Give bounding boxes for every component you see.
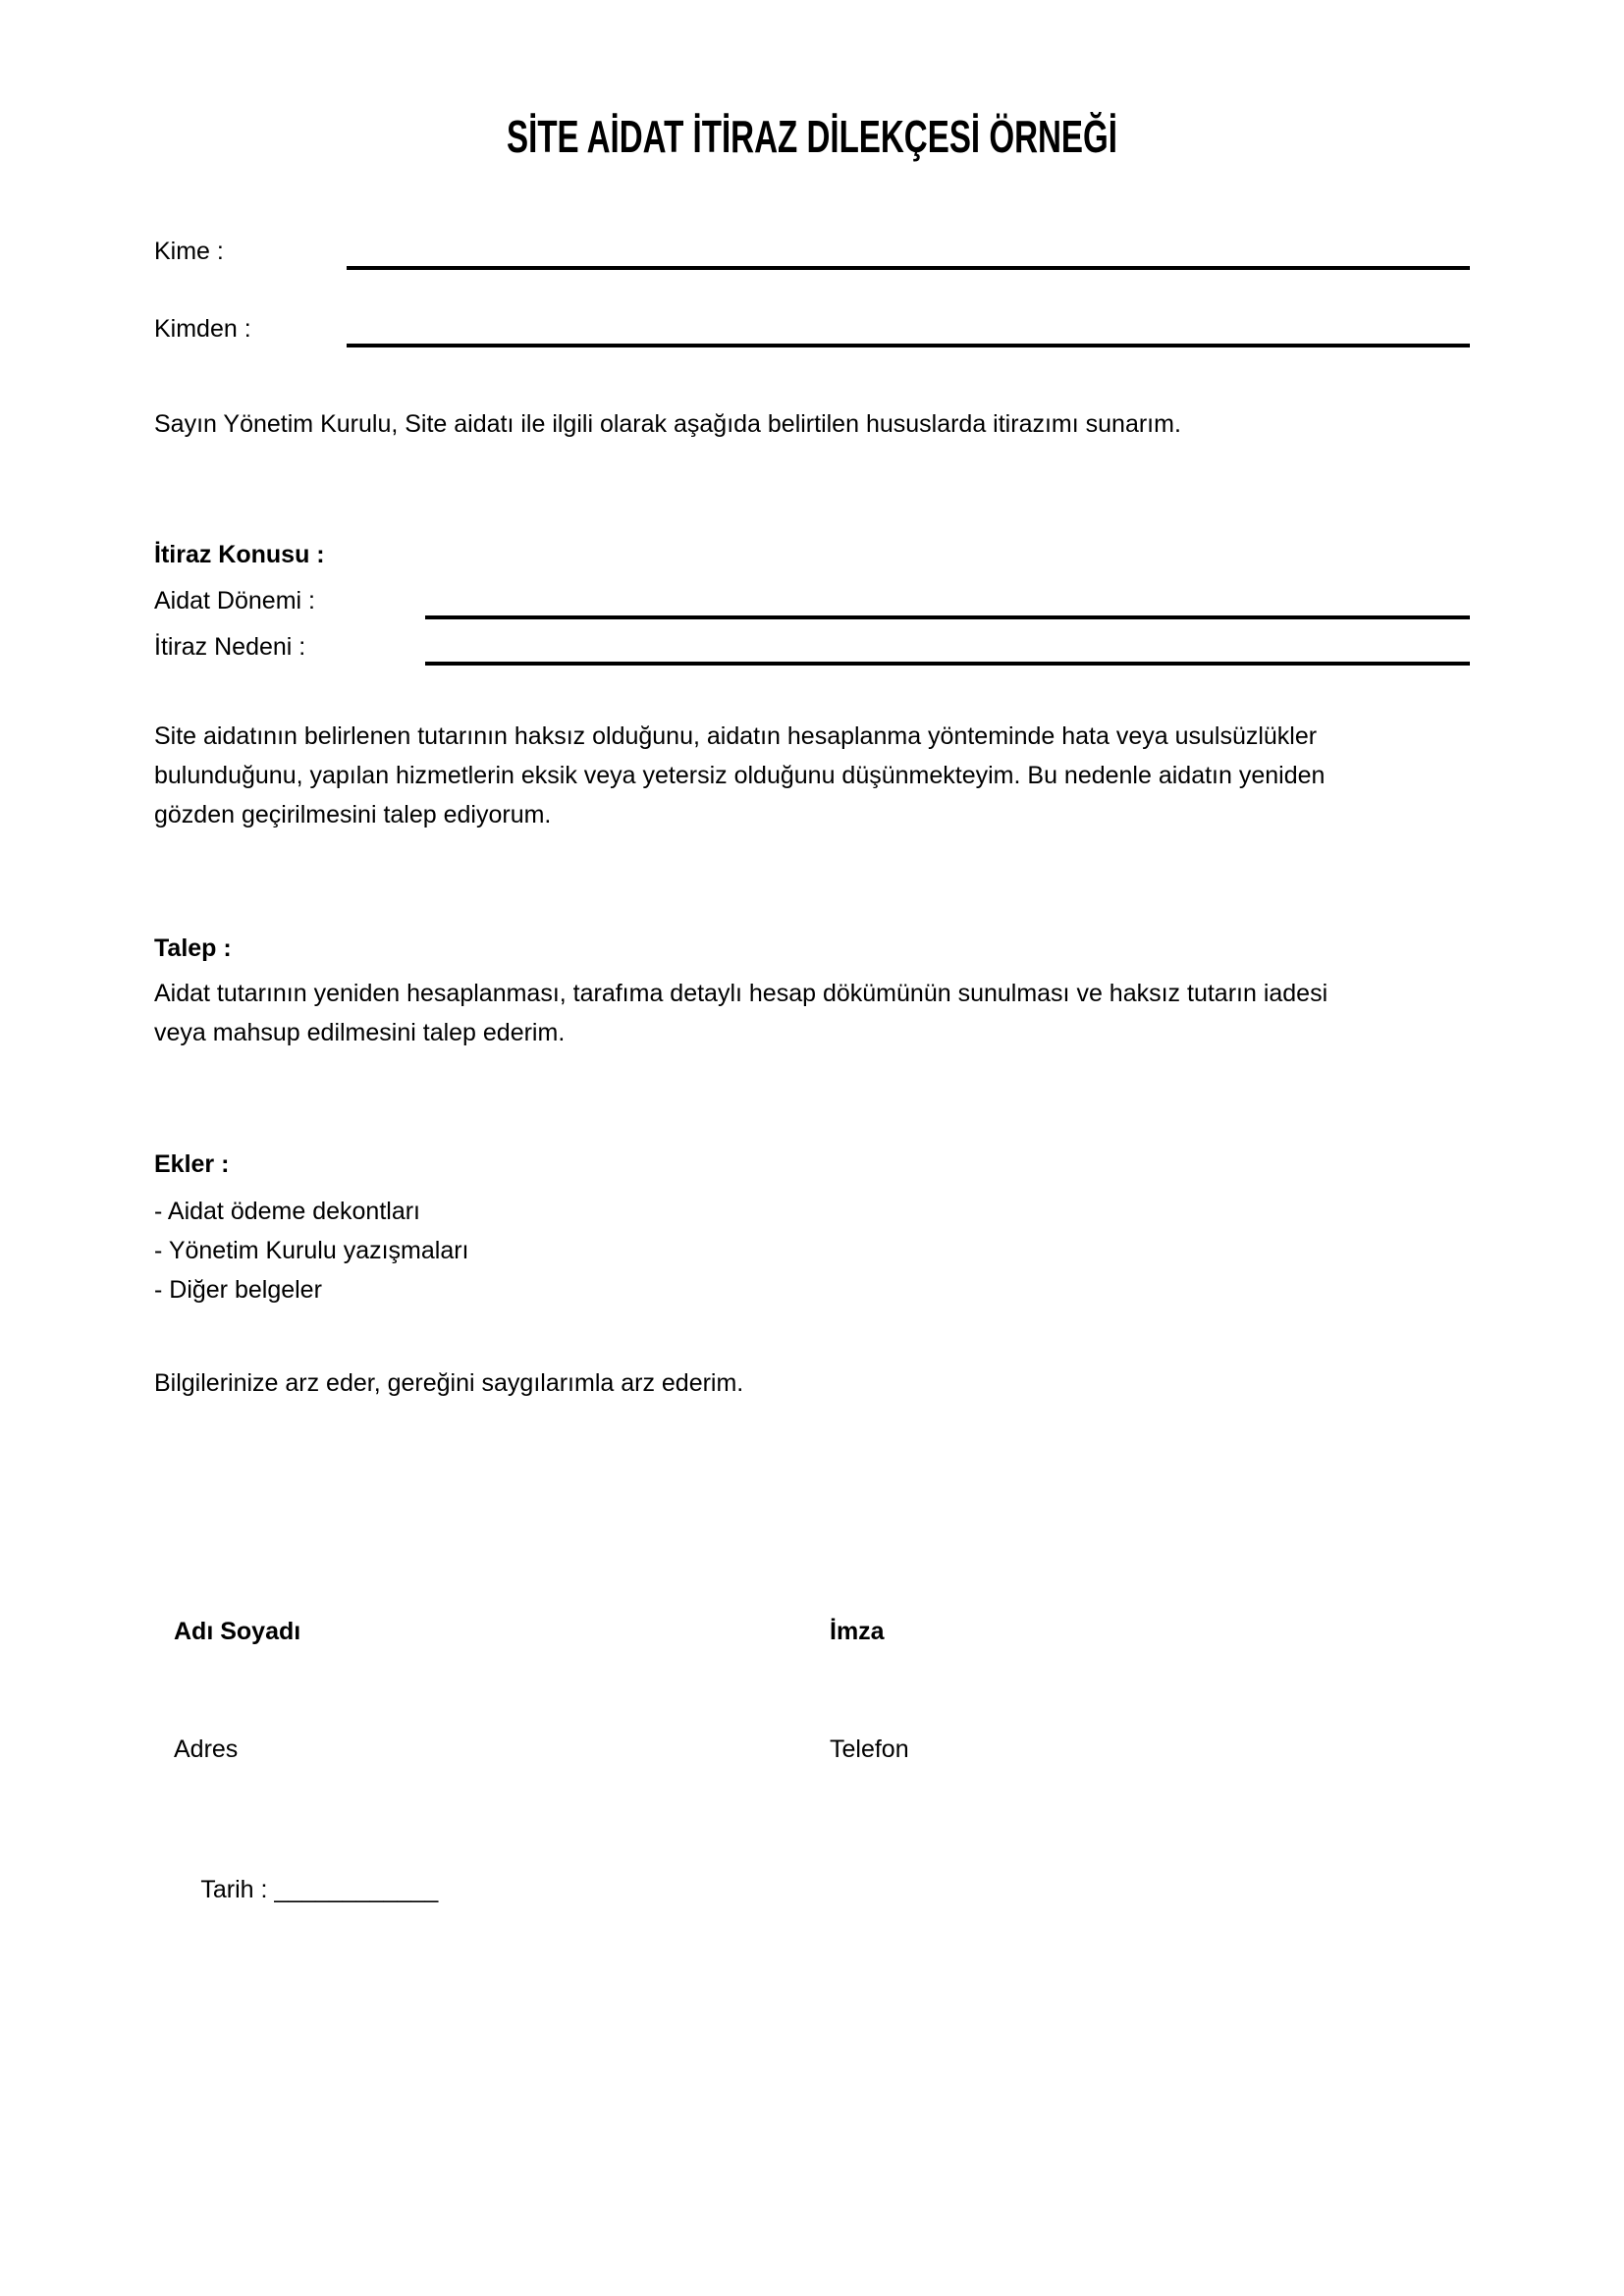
attachment-item: - Diğer belgeler bbox=[154, 1276, 322, 1304]
salutation-text: Sayın Yönetim Kurulu, Site aidatı ile ilgili olarak aşağıda belirtilen hususlarda itirazımı sunarım. bbox=[154, 410, 1181, 438]
attachments-list bbox=[154, 1192, 469, 1309]
dues-period-fill-line bbox=[425, 615, 1470, 619]
page-title: SİTE AİDAT İTİRAZ DİLEKÇESİ ÖRNEĞİ bbox=[507, 111, 1117, 162]
request-heading: Talep : bbox=[154, 934, 232, 962]
closing-text: Bilgilerinize arz eder, gereğini saygılarımla arz ederim. bbox=[154, 1369, 744, 1397]
phone-label: Telefon bbox=[830, 1735, 909, 1763]
objection-body-paragraph bbox=[154, 717, 1325, 834]
objection-reason-fill-line bbox=[425, 662, 1470, 666]
dues-period-label: Aidat Dönemi : bbox=[154, 587, 315, 614]
sender-label: Kimden : bbox=[154, 315, 251, 343]
objection-body-line: Site aidatının belirlenen tutarının haksız olduğunu, aidatın hesaplanma yönteminde hata veya usulsüzlükler bbox=[154, 722, 1318, 750]
date-row bbox=[174, 1847, 438, 1933]
attachment-item: - Yönetim Kurulu yazışmaları bbox=[154, 1237, 469, 1264]
recipient-label: Kime : bbox=[154, 238, 224, 265]
sender-fill-line bbox=[347, 344, 1470, 347]
objection-subject-heading: İtiraz Konusu : bbox=[154, 541, 325, 568]
request-paragraph bbox=[154, 974, 1327, 1052]
date-label: Tarih : bbox=[200, 1876, 268, 1903]
attachments-heading: Ekler : bbox=[154, 1150, 230, 1178]
name-label: Adı Soyadı bbox=[174, 1618, 301, 1645]
objection-body-line: bulunduğunu, yapılan hizmetlerin eksik veya yetersiz olduğunu düşünmekteyim. Bu nedenle aidatın yeniden bbox=[154, 762, 1326, 789]
signature-label: İmza bbox=[830, 1618, 885, 1645]
recipient-fill-line bbox=[347, 266, 1470, 270]
attachment-item: - Aidat ödeme dekontları bbox=[154, 1198, 420, 1225]
objection-body-line: gözden geçirilmesini talep ediyorum. bbox=[154, 801, 552, 828]
request-line: veya mahsup edilmesini talep ederim. bbox=[154, 1019, 566, 1046]
date-blank-line: ____________ bbox=[274, 1876, 439, 1903]
address-label: Adres bbox=[174, 1735, 239, 1763]
objection-reason-label: İtiraz Nedeni : bbox=[154, 633, 306, 661]
request-line: Aidat tutarının yeniden hesaplanması, tarafıma detaylı hesap dökümünün sunulması ve haksız tutarın iadesi bbox=[154, 980, 1328, 1007]
